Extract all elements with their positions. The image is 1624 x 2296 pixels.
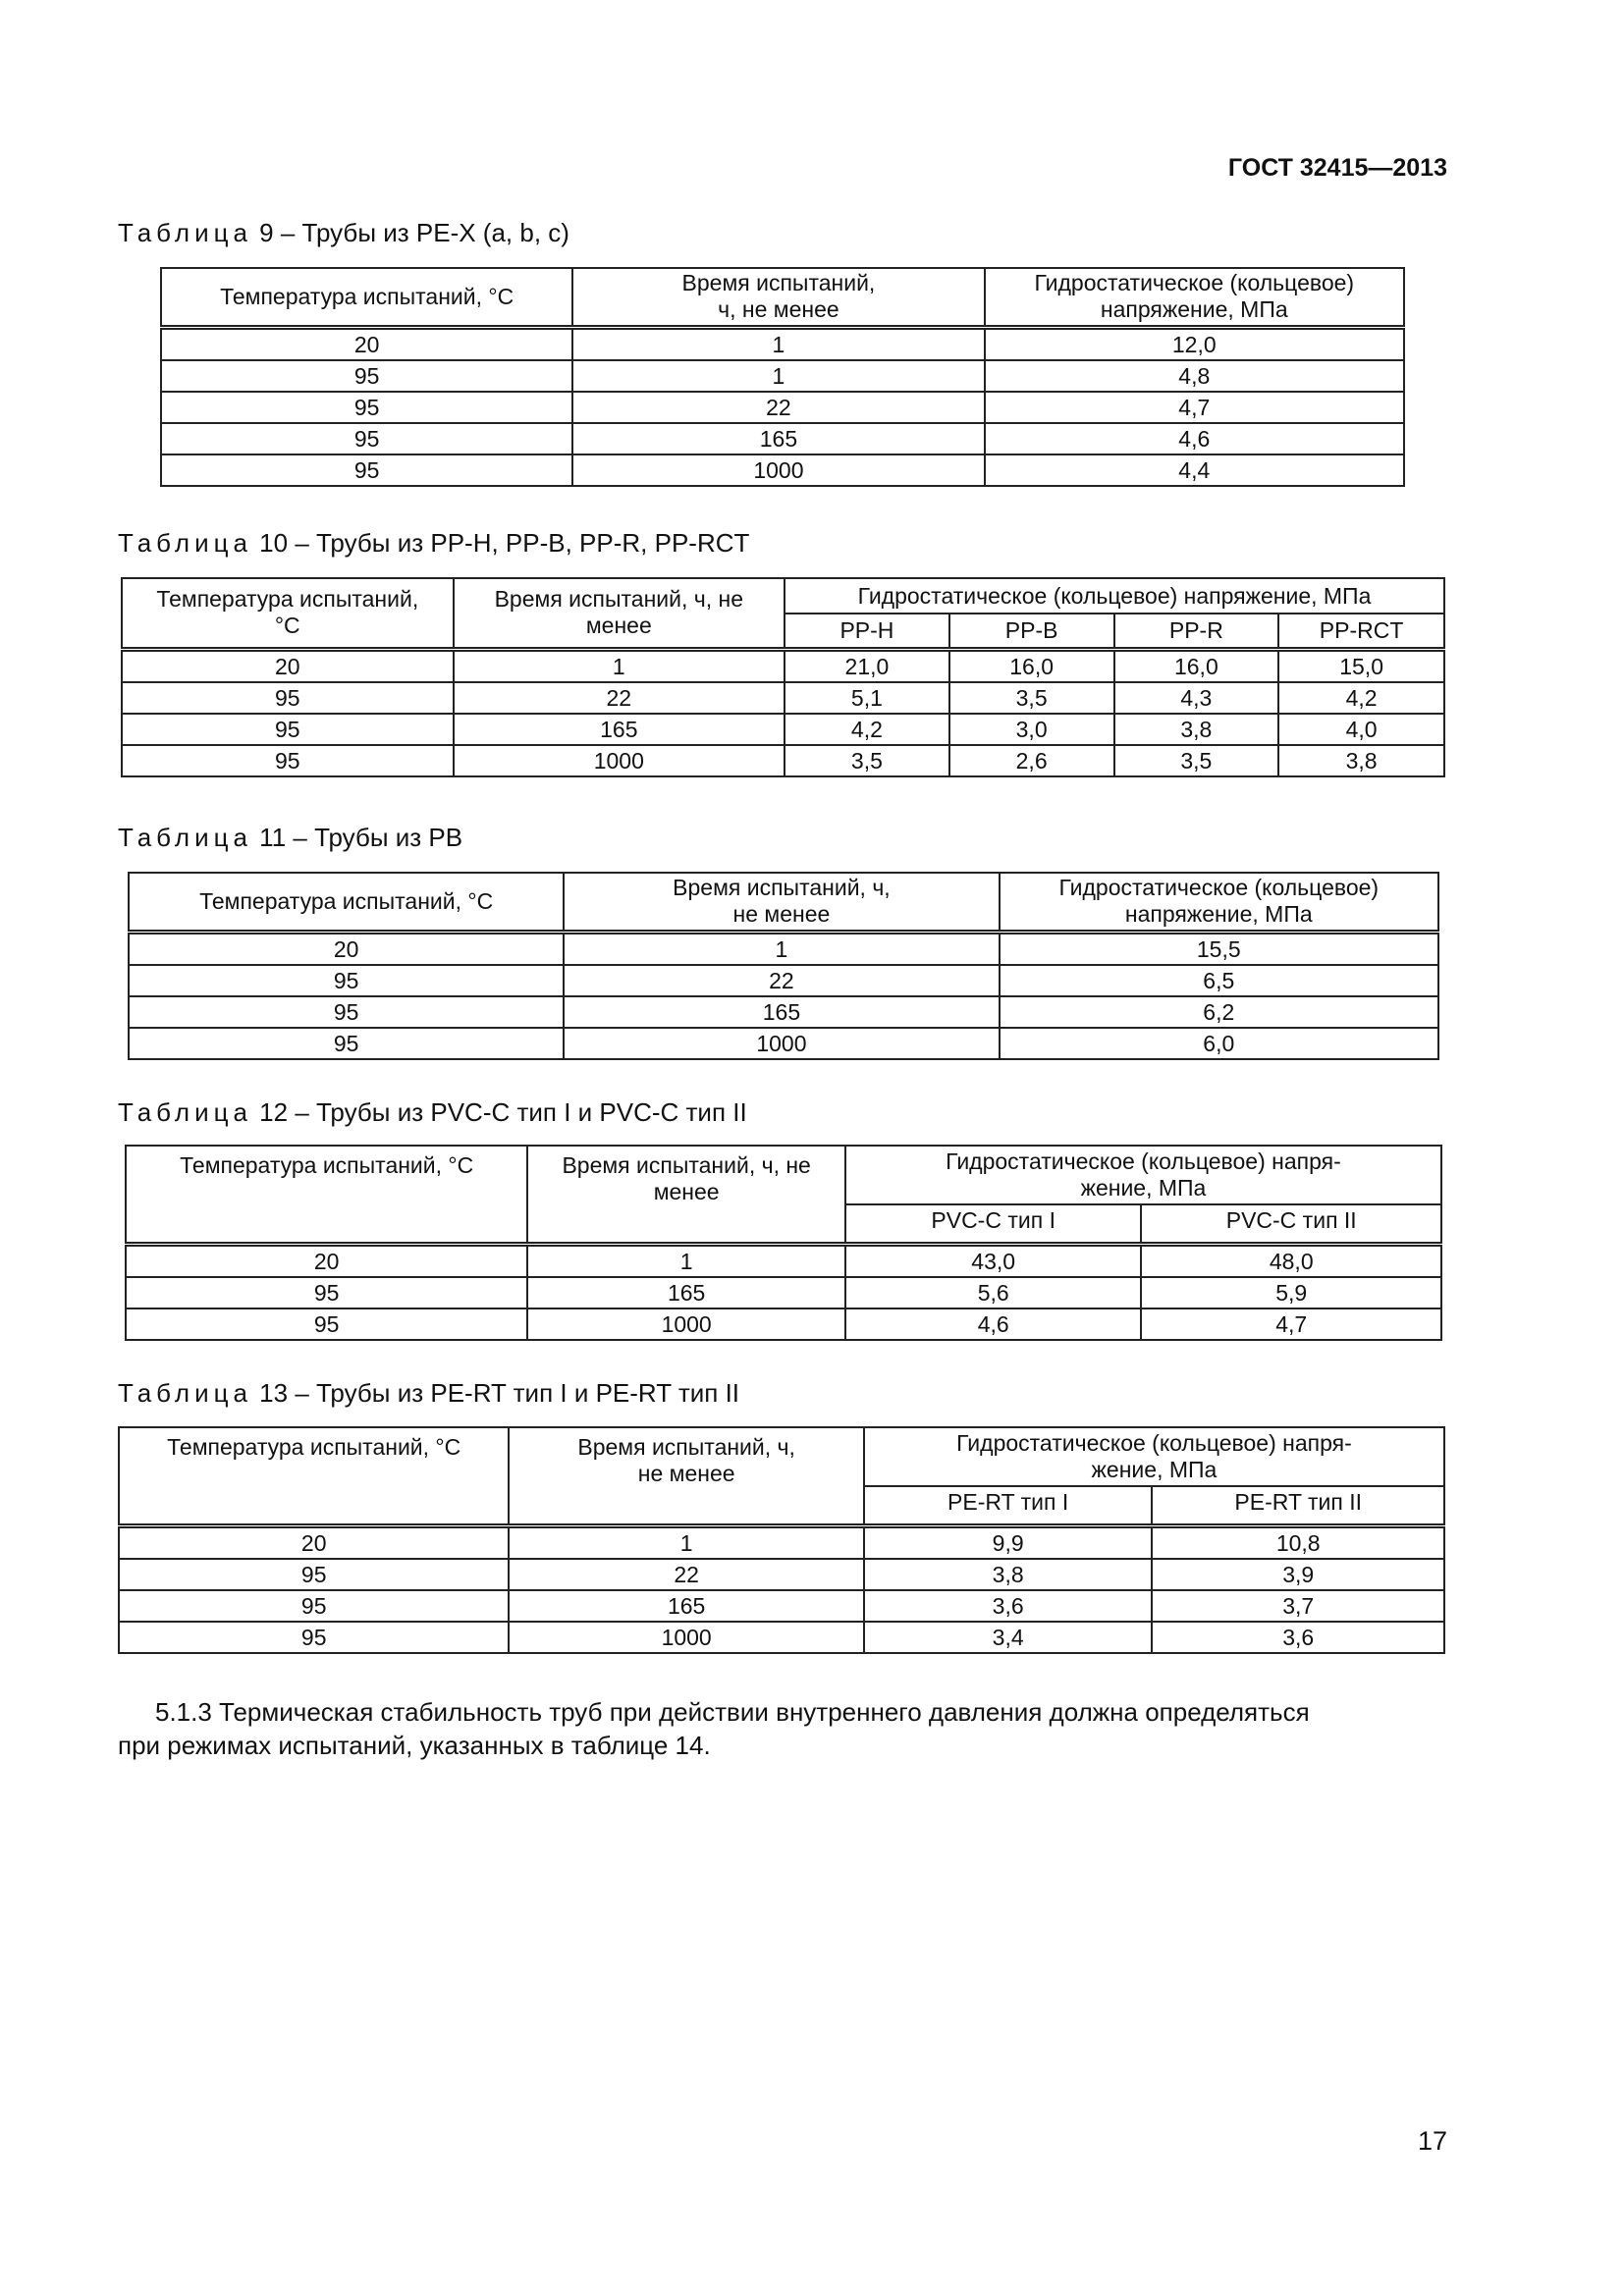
table9-header-stress: Гидростатическое (кольцевое) напряжение, МПа xyxy=(985,268,1404,327)
table13-body xyxy=(119,1525,1444,1653)
table9-title: 9 – Трубы из PE-X (a, b, c) xyxy=(251,218,569,247)
table-cell: 95 xyxy=(122,682,454,714)
table9 xyxy=(160,267,1405,487)
table-cell: 95 xyxy=(129,965,564,996)
table-row xyxy=(161,423,1404,454)
table-cell: 95 xyxy=(161,360,572,392)
table-cell: 6,0 xyxy=(1000,1028,1438,1059)
table9-caption xyxy=(118,218,569,248)
table-row xyxy=(119,1590,1444,1622)
table13-header-stress: Гидростатическое (кольцевое) напря- жение, МПа xyxy=(864,1427,1444,1486)
table-row xyxy=(129,965,1438,996)
table-cell: 22 xyxy=(454,682,785,714)
table13-header-temp: Температура испытаний, °С xyxy=(119,1427,509,1525)
table10-title: 10 – Трубы из PP-H, PP-B, PP-R, PP-RCT xyxy=(251,528,750,558)
table13-subheader-type1: PE-RT тип I xyxy=(864,1486,1153,1525)
table-cell: 4,3 xyxy=(1114,682,1279,714)
table10-subheader-pprct: PP-RCT xyxy=(1278,614,1444,649)
table11-label: Таблица xyxy=(118,823,252,852)
table-cell: 4,6 xyxy=(845,1308,1142,1340)
paragraph-line-1: 5.1.3 Термическая стабильность труб при действии внутреннего давления должна определяться xyxy=(155,1697,1310,1727)
table-cell: 22 xyxy=(572,392,984,423)
table10-subheader-ppr: PP-R xyxy=(1114,614,1279,649)
table-row xyxy=(119,1559,1444,1590)
table-cell: 165 xyxy=(572,423,984,454)
standard-number: ГОСТ 32415—2013 xyxy=(1227,154,1447,182)
table11 xyxy=(128,872,1439,1060)
table12-subheader-type2: PVC-C тип II xyxy=(1141,1204,1441,1244)
table13-title: 13 – Трубы из PE-RT тип I и PE-RT тип II xyxy=(251,1378,740,1408)
table-cell: 43,0 xyxy=(845,1244,1142,1277)
table-row xyxy=(129,1028,1438,1059)
table-cell: 3,7 xyxy=(1152,1590,1444,1622)
table-cell: 4,2 xyxy=(785,714,949,745)
table-cell: 20 xyxy=(122,649,454,682)
table-cell: 95 xyxy=(119,1622,509,1653)
table9-body xyxy=(161,327,1404,486)
table-cell: 22 xyxy=(509,1559,863,1590)
table13-caption xyxy=(118,1378,739,1409)
table10 xyxy=(121,577,1445,777)
table-cell: 1 xyxy=(572,360,984,392)
paragraph-line-2: при режимах испытаний, указанных в таблице 14. xyxy=(118,1731,711,1760)
table-cell: 15,0 xyxy=(1278,649,1444,682)
table10-label: Таблица xyxy=(118,528,252,558)
table-row xyxy=(161,392,1404,423)
table-cell: 3,5 xyxy=(785,745,949,776)
table-cell: 15,5 xyxy=(1000,932,1438,965)
table-row xyxy=(126,1277,1441,1308)
table-cell: 95 xyxy=(129,996,564,1028)
table-cell: 165 xyxy=(527,1277,845,1308)
table-cell: 1 xyxy=(509,1525,863,1559)
table13 xyxy=(118,1426,1445,1654)
table-row xyxy=(161,327,1404,360)
table-row xyxy=(161,360,1404,392)
table10-header-stress: Гидростатическое (кольцевое) напряжение, МПа xyxy=(785,578,1444,614)
table-cell: 95 xyxy=(122,745,454,776)
table13-subheader-type2: PE-RT тип II xyxy=(1152,1486,1444,1525)
table-cell: 1000 xyxy=(564,1028,999,1059)
table-cell: 95 xyxy=(161,423,572,454)
table-cell: 20 xyxy=(129,932,564,965)
table-cell: 6,5 xyxy=(1000,965,1438,996)
table10-header-temp: Температура испытаний, °С xyxy=(122,578,454,649)
table11-body xyxy=(129,932,1438,1059)
table12-caption xyxy=(118,1097,747,1128)
table-row xyxy=(129,996,1438,1028)
table-cell: 3,8 xyxy=(1278,745,1444,776)
table-cell: 16,0 xyxy=(949,649,1114,682)
table-cell: 21,0 xyxy=(785,649,949,682)
table-cell: 48,0 xyxy=(1141,1244,1441,1277)
table-row xyxy=(129,932,1438,965)
table9-header-time: Время испытаний, ч, не менее xyxy=(572,268,984,327)
table12-title: 12 – Трубы из PVC-C тип I и PVC-C тип II xyxy=(251,1097,747,1127)
table-cell: 16,0 xyxy=(1114,649,1279,682)
table-cell: 1000 xyxy=(572,454,984,486)
table-row xyxy=(122,745,1444,776)
table-cell: 3,8 xyxy=(1114,714,1279,745)
table-cell: 1 xyxy=(527,1244,845,1277)
table-cell: 1 xyxy=(454,649,785,682)
table13-header-time: Время испытаний, ч, не менее xyxy=(509,1427,863,1525)
table-cell: 1000 xyxy=(454,745,785,776)
table10-caption xyxy=(118,528,749,559)
table12-header-time: Время испытаний, ч, не менее xyxy=(527,1146,845,1244)
table10-subheader-ppb: PP-B xyxy=(949,614,1114,649)
table-cell: 3,6 xyxy=(864,1590,1153,1622)
table12-subheader-type1: PVC-C тип I xyxy=(845,1204,1142,1244)
table-cell: 3,5 xyxy=(949,682,1114,714)
table-cell: 20 xyxy=(126,1244,527,1277)
page-number: 17 xyxy=(1417,2126,1447,2156)
table-cell: 4,7 xyxy=(1141,1308,1441,1340)
table12-body xyxy=(126,1244,1441,1340)
table12-header-stress: Гидростатическое (кольцевое) напря- жение, МПа xyxy=(845,1146,1441,1204)
table12-header-temp: Температура испытаний, °С xyxy=(126,1146,527,1244)
table9-label: Таблица xyxy=(118,218,252,247)
table11-caption xyxy=(118,823,462,853)
table-row xyxy=(126,1308,1441,1340)
table-cell: 3,4 xyxy=(864,1622,1153,1653)
table10-header-time: Время испытаний, ч, не менее xyxy=(454,578,785,649)
table11-header-stress: Гидростатическое (кольцевое) напряжение, МПа xyxy=(1000,873,1438,932)
table-cell: 95 xyxy=(126,1277,527,1308)
table-cell: 2,6 xyxy=(949,745,1114,776)
table-cell: 95 xyxy=(129,1028,564,1059)
table-cell: 165 xyxy=(454,714,785,745)
table13-label: Таблица xyxy=(118,1378,252,1408)
table-cell: 165 xyxy=(564,996,999,1028)
table-cell: 3,8 xyxy=(864,1559,1153,1590)
table-row xyxy=(122,682,1444,714)
table-cell: 22 xyxy=(564,965,999,996)
table-cell: 3,9 xyxy=(1152,1559,1444,1590)
table-cell: 20 xyxy=(119,1525,509,1559)
table12 xyxy=(125,1145,1442,1341)
table-cell: 1000 xyxy=(509,1622,863,1653)
table-cell: 165 xyxy=(509,1590,863,1622)
table-row xyxy=(161,454,1404,486)
table-cell: 9,9 xyxy=(864,1525,1153,1559)
table-row xyxy=(119,1525,1444,1559)
table-cell: 4,6 xyxy=(985,423,1404,454)
table-cell: 4,2 xyxy=(1278,682,1444,714)
table-row xyxy=(122,649,1444,682)
table-cell: 1 xyxy=(572,327,984,360)
table-cell: 5,6 xyxy=(845,1277,1142,1308)
table-cell: 4,7 xyxy=(985,392,1404,423)
table-row xyxy=(122,714,1444,745)
table9-header-temp: Температура испытаний, °С xyxy=(161,268,572,327)
table-cell: 3,6 xyxy=(1152,1622,1444,1653)
table-cell: 95 xyxy=(119,1590,509,1622)
table-cell: 4,0 xyxy=(1278,714,1444,745)
table-cell: 95 xyxy=(122,714,454,745)
table-cell: 5,1 xyxy=(785,682,949,714)
paragraph-5-1-3 xyxy=(118,1695,1424,1762)
table-cell: 3,0 xyxy=(949,714,1114,745)
table-cell: 1 xyxy=(564,932,999,965)
table-row xyxy=(126,1244,1441,1277)
table11-header-time: Время испытаний, ч, не менее xyxy=(564,873,999,932)
table-cell: 4,8 xyxy=(985,360,1404,392)
table-cell: 1000 xyxy=(527,1308,845,1340)
table-cell: 95 xyxy=(161,392,572,423)
table-cell: 5,9 xyxy=(1141,1277,1441,1308)
table-row xyxy=(119,1622,1444,1653)
table-cell: 20 xyxy=(161,327,572,360)
table-cell: 95 xyxy=(161,454,572,486)
table-cell: 4,4 xyxy=(985,454,1404,486)
table-cell: 95 xyxy=(119,1559,509,1590)
table10-body xyxy=(122,649,1444,776)
table-cell: 12,0 xyxy=(985,327,1404,360)
table10-subheader-pph: PP-H xyxy=(785,614,949,649)
table11-header-temp: Температура испытаний, °С xyxy=(129,873,564,932)
table-cell: 95 xyxy=(126,1308,527,1340)
table12-label: Таблица xyxy=(118,1097,252,1127)
table-cell: 10,8 xyxy=(1152,1525,1444,1559)
table-cell: 3,5 xyxy=(1114,745,1279,776)
table11-title: 11 – Трубы из PB xyxy=(251,823,463,852)
table-cell: 6,2 xyxy=(1000,996,1438,1028)
